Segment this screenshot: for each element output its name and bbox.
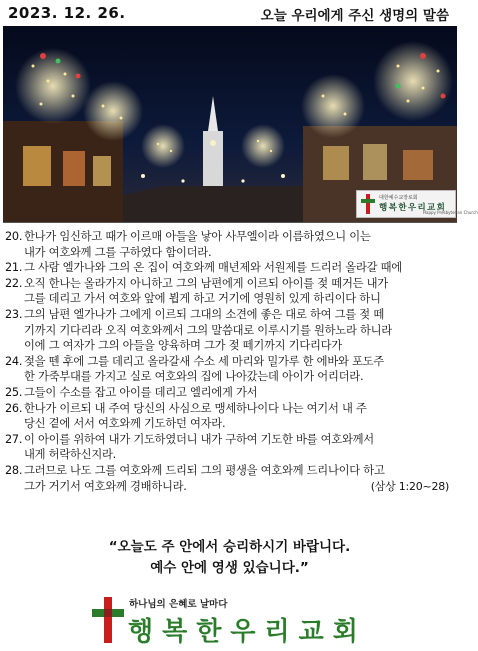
scripture-passage [5, 229, 455, 494]
cross-icon [92, 597, 124, 643]
verse-number: 20. [5, 230, 23, 243]
verse-number: 27. [5, 432, 23, 446]
logo-church-name: 행복한우리교회 [128, 617, 367, 647]
verse [5, 260, 455, 276]
verse-text [24, 307, 455, 354]
verse-text [24, 385, 455, 401]
slogan-line-2: 예수 안에 영생 있습니다.” [150, 560, 309, 576]
verse [5, 229, 455, 260]
verse [5, 432, 455, 463]
verse-number: 28. [5, 463, 23, 477]
badge-church-name: 행복한우리교회 [379, 203, 447, 213]
slogan [0, 537, 459, 579]
verse-line: 기까지 기다리라 오직 여호와께서 그의 말씀대로 이루시기를 원하노라 하니라 [24, 323, 392, 337]
verse-line: 그러므로 나도 그를 여호와께 드리되 그의 평생을 여호와께 드리나이다 하고 [24, 463, 385, 477]
verse-text [24, 401, 455, 432]
verse-line: 내게 허락하신지라. [24, 448, 116, 462]
verse [5, 307, 455, 354]
verse-line: 그를 데리고 가서 여호와 앞에 뵙게 하고 거기에 영원히 있게 하리이다 하니 [24, 292, 381, 306]
slogan-line-1: “오늘도 주 안에서 승리하시기 바랍니다. [108, 539, 351, 555]
verse [5, 354, 455, 385]
verse-text [24, 260, 455, 276]
verse [5, 401, 455, 432]
badge-english-name: Happy Presbyterian Church [423, 210, 478, 215]
verse [5, 385, 455, 401]
scripture-reference: (삼상 1:20~28) [370, 479, 449, 493]
verse-line: 그 사람 엘가나와 그의 온 집이 여호와께 매년제와 서원제를 드리러 올라갈 때에 [24, 261, 402, 275]
verse-number: 24. [5, 354, 23, 368]
verse-line: 내가 여호와께 그를 구하였다 함이더라. [24, 245, 212, 259]
church-logo [92, 594, 372, 649]
verse-line: 오직 한나는 올라가지 아니하고 그의 남편에게 이르되 아이를 젖 떼거든 내가 [24, 276, 388, 290]
verse-line: 이에 그 여자가 그의 아들을 양육하며 그가 젖 떼기까지 기다리다가 [24, 339, 342, 353]
church-badge [356, 190, 478, 218]
verse-line: 그들이 수소를 잡고 아이를 데리고 엘리에게 가서 [24, 385, 258, 399]
logo-tagline: 하나님의 은혜로 날마다 [129, 599, 228, 610]
verse-line: 한나가 임신하고 때가 이르매 아들을 낳아 사무엘이라 이름하였으니 이는 [24, 230, 371, 243]
verse-number: 22. [5, 276, 23, 290]
verse-line: 그의 남편 엘가나가 그에게 이르되 그대의 소견에 좋은 대로 하여 그를 젖 떼 [24, 307, 384, 321]
header [0, 0, 459, 26]
verse-line: 당신 곁에 서서 여호와께 기도하던 여자라. [24, 417, 226, 431]
verse-line: 한나가 이르되 내 주여 당신의 사심으로 맹세하나이다 나는 여기서 내 주 [24, 401, 367, 415]
verse-line: 그가 거기서 여호와께 경배하니라. [24, 479, 187, 493]
verse-text [24, 354, 455, 385]
cross-icon [361, 194, 375, 214]
verse-text [24, 432, 455, 463]
verse [5, 276, 455, 307]
verse-text [24, 276, 455, 307]
badge-subtitle: 대한예수교장로회 [379, 195, 418, 201]
verse-text [24, 229, 455, 260]
verse-line: 한 가죽부대를 가지고 실로 여호와의 집에 나아갔는데 아이가 어리더라. [24, 370, 364, 384]
date: 2023. 12. 26. [8, 4, 126, 22]
verse-line: 이 아이를 위하여 내가 기도하였더니 내가 구하여 기도한 바를 여호와께서 [24, 432, 374, 446]
page-title: 오늘 우리에게 주신 생명의 말씀 [260, 8, 449, 24]
verse-number: 23. [5, 307, 23, 321]
verse-line: 젖을 뗀 후에 그를 데리고 올라갈새 수소 세 마리와 밀가루 한 에바와 포도주 [24, 354, 384, 368]
verse-number: 21. [5, 261, 23, 275]
verse-number: 25. [5, 385, 23, 399]
verse-number: 26. [5, 401, 23, 415]
